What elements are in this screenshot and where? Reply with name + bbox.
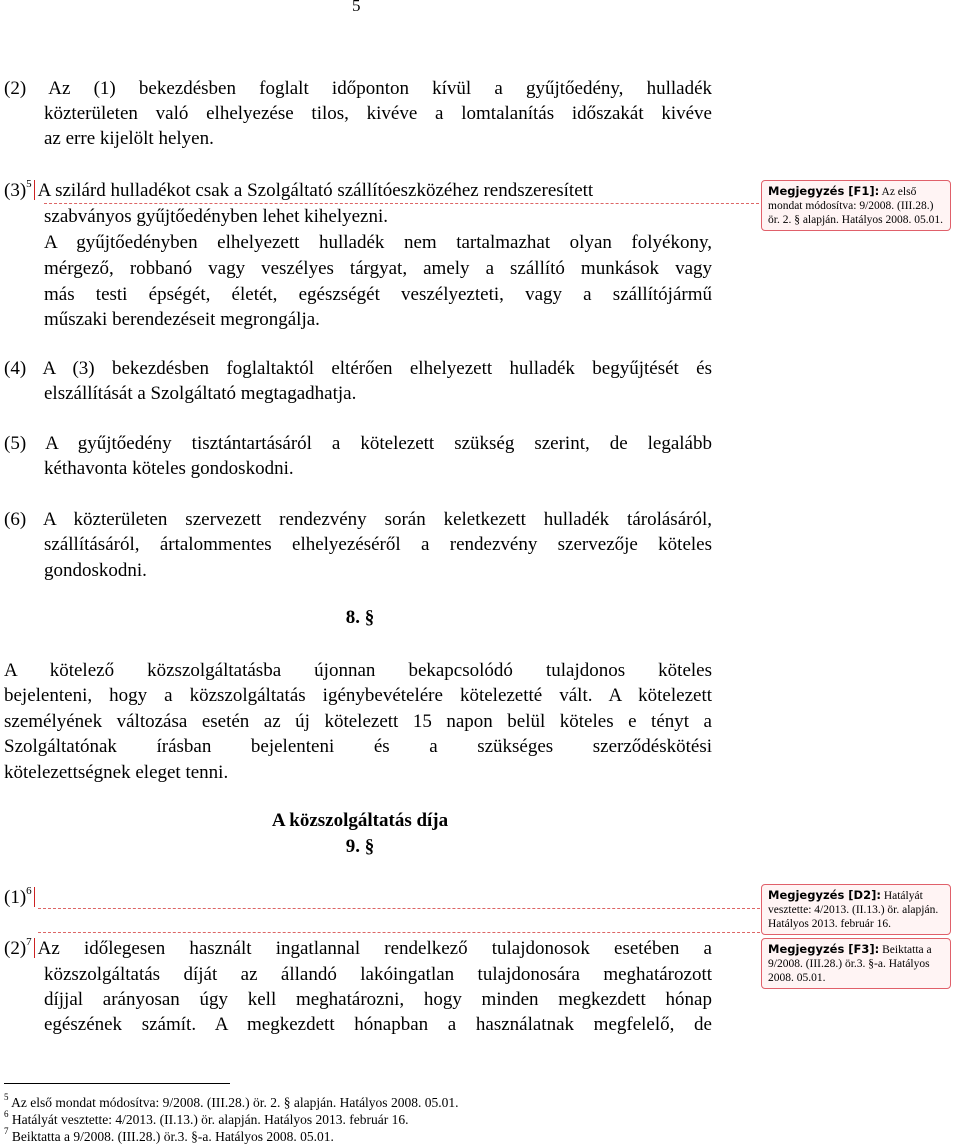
footnote-7 <box>4 1125 334 1146</box>
section-8-heading: 8. § <box>345 607 375 628</box>
p8-line-2: bejelenteni, hogy a közszolgáltatás igénybevételére kötelezetté vált. A kötelezett <box>4 685 712 706</box>
comment-label: Megjegyzés [F1]: <box>768 184 880 198</box>
p9-2-line-2: közszolgáltatás díját az állandó lakóingatlan tulajdonosára meghatározott <box>44 964 712 985</box>
p3-line-2: szabványos gyűjtőedényben lehet kihelyezni. <box>44 206 389 227</box>
p9-2-line-1 <box>4 936 712 962</box>
footnote-ref-5[interactable]: 5 <box>26 177 32 190</box>
p4-line-2: elszállítását a Szolgáltató megtagadhatja. <box>44 383 357 404</box>
footnote-5 <box>4 1091 459 1112</box>
p3-line-1-text: A szilárd hulladékot csak a Szolgáltató szállítóeszközéhez rendszeresített <box>37 180 594 201</box>
footnote-text: Az első mondat módosítva: 9/2008. (III.28.) ör. 2. § alapján. Hatályos 2008. 05.01. <box>11 1095 459 1110</box>
p8-line-1: A kötelező közszolgáltatásba újonnan bekapcsolódó tulajdonos köteles <box>4 660 712 681</box>
p2-line-2: közterületen való elhelyezése tilos, kivéve a lomtalanítás időszakát kivéve <box>44 103 712 124</box>
comment-anchor-marker <box>34 938 35 958</box>
p3-line-1 <box>4 178 712 204</box>
p6-line-1: (6) A közterületen szervezett rendezvény során keletkezett hulladék tárolásáról, <box>4 509 712 530</box>
p9-1-number: (1) <box>4 887 27 908</box>
footnote-text: Beiktatta a 9/2008. (III.28.) ör.3. §-a. Hatályos 2008. 05.01. <box>11 1129 334 1144</box>
comment-balloon-f1[interactable] <box>761 180 951 231</box>
p8-line-4: Szolgáltatónak írásban bejelenteni és a szükséges szerződéskötési <box>4 736 712 757</box>
page-number: 5 <box>352 0 361 15</box>
comment-connector-f1 <box>44 203 759 204</box>
p2-line-1: (2) Az (1) bekezdésben foglalt időponton kívül a gyűjtőedény, hulladék <box>4 78 712 99</box>
footnote-ref-7[interactable]: 7 <box>26 935 32 948</box>
comment-anchor-marker <box>34 887 35 907</box>
section-9-heading: 9. § <box>345 836 375 857</box>
p6-line-3: gondoskodni. <box>44 560 147 581</box>
p4-line-1: (4) A (3) bekezdésben foglaltaktól eltérően elhelyezett hulladék begyűjtését és <box>4 358 712 379</box>
footnote-separator <box>4 1083 230 1084</box>
footnote-6 <box>4 1108 409 1129</box>
p5-line-1: (5) A gyűjtőedény tisztántartásáról a kötelezett szükség szerint, de legalább <box>4 433 712 454</box>
comment-label: Megjegyzés [F3]: <box>768 942 880 956</box>
p9-2-line-4: egészének számít. A megkezdett hónapban a használatnak megfelelő, de <box>44 1014 712 1035</box>
p9-2-number: (2) <box>4 938 27 959</box>
footnote-number: 5 <box>4 1091 9 1102</box>
p3-number: (3) <box>4 180 27 201</box>
p9-2-line-3: díjjal arányosan úgy kell meghatározni, hogy minden megkezdett hónap <box>44 989 712 1010</box>
p8-line-3: személyének változása esetén az új kötelezett 15 napon belül köteles e tényt a <box>4 711 712 732</box>
section-heading: A közszolgáltatás díja <box>271 810 449 831</box>
comment-label: Megjegyzés [D2]: <box>768 888 881 902</box>
footnote-number: 6 <box>4 1108 9 1119</box>
comment-balloon-d2[interactable] <box>761 884 951 935</box>
comment-anchor-marker <box>34 180 35 200</box>
comment-text: Beiktatta a 9/2008. (III.28.) ör.3. §-a. Hatályos 2008. 05.01. <box>768 944 932 984</box>
p3-line-2b: A gyűjtőedényben elhelyezett hulladék nem tartalmazhat olyan folyékony, <box>44 232 712 253</box>
footnote-text: Hatályát vesztette: 4/2013. (II.13.) ör. alapján. Hatályos 2013. február 16. <box>11 1112 409 1127</box>
p3-line-3: mérgező, robbanó vagy veszélyes tárgyat, amely a szállító munkások vagy <box>44 258 712 279</box>
p8-line-5: kötelezettségnek eleget tenni. <box>4 762 229 783</box>
p9-1 <box>4 885 38 911</box>
comment-connector-d2 <box>38 908 760 909</box>
p9-2-line-1-text: Az időlegesen használt ingatlannal rendelkező tulajdonosok esetében a <box>37 938 712 959</box>
footnote-number: 7 <box>4 1125 9 1136</box>
comment-text: Az első mondat módosítva: 9/2008. (III.28.) ör. 2. § alapján. Hatályos 2008. 05.01. <box>768 186 944 226</box>
footnote-ref-6[interactable]: 6 <box>26 884 32 897</box>
p3-line-5: műszaki berendezéseit megrongálja. <box>44 309 320 330</box>
p6-line-2: szállításáról, ártalommentes elhelyezéséről a rendezvény szervezője köteles <box>44 534 712 555</box>
p3-line-4: más testi épségét, életét, egészségét veszélyezteti, vagy a szállítójármű <box>44 284 712 305</box>
p2-line-3: az erre kijelölt helyen. <box>44 128 214 149</box>
p5-line-2: kéthavonta köteles gondoskodni. <box>44 458 294 479</box>
comment-text: Hatályát vesztette: 4/2013. (II.13.) ör. alapján. Hatályos 2013. február 16. <box>768 890 939 930</box>
comment-balloon-f3[interactable] <box>761 938 951 989</box>
comment-connector-f3 <box>38 932 760 933</box>
